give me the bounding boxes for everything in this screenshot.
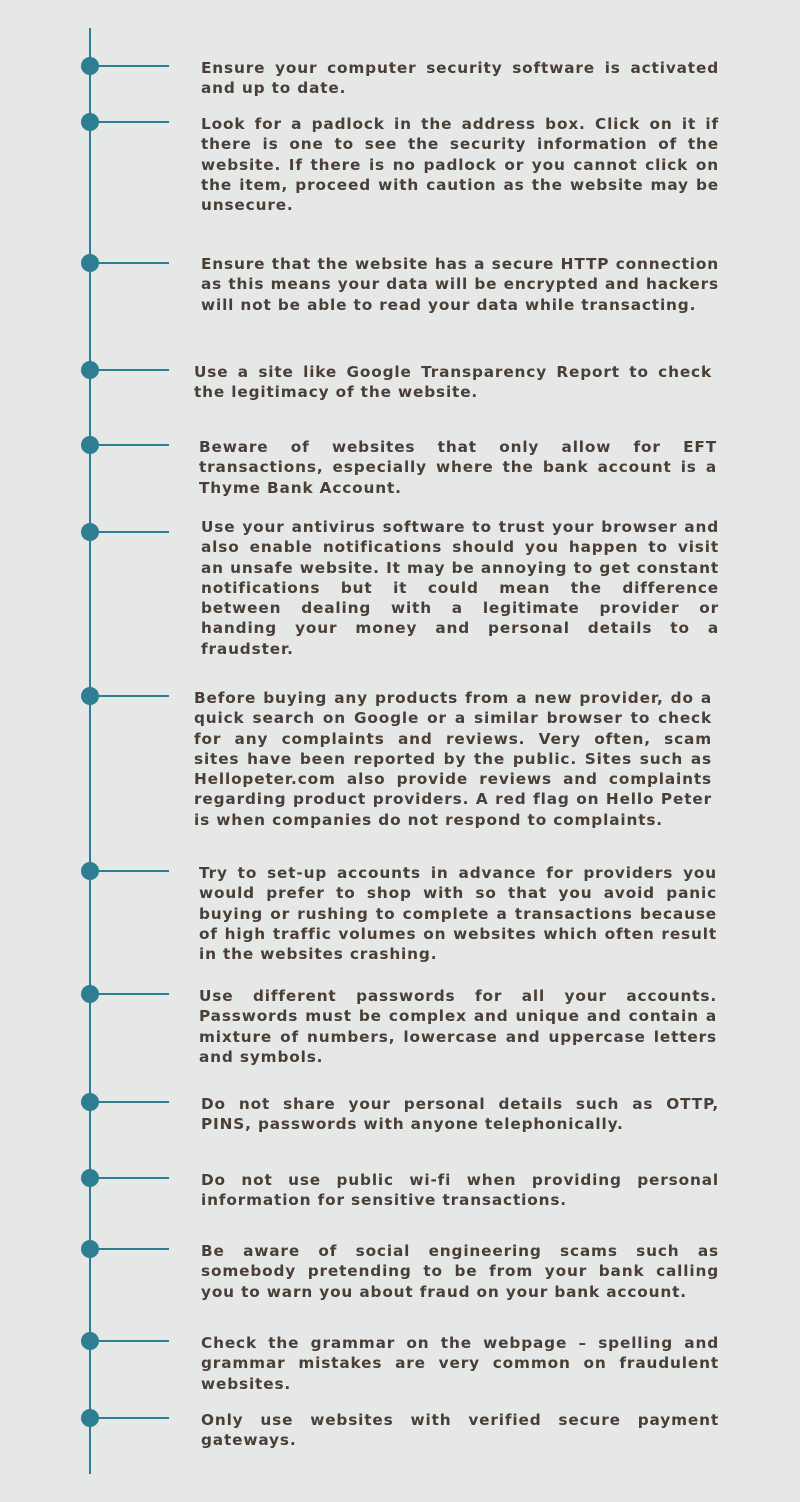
timeline-connector: [97, 1101, 169, 1103]
tip-text: Try to set-up accounts in advance for providers you would prefer to shop with so that you avoid panic buying or rushing to complete a transactions because of high traffic volumes on websites which often result in the websites crashing.: [199, 864, 717, 964]
tip-text: Only use websites with verified secure payment gateways.: [201, 1411, 719, 1450]
timeline-connector: [97, 531, 169, 533]
tip-text: Use your antivirus software to trust your browser and also enable notifications should you happen to visit an unsafe website. It may be annoying to get constant notifications but it could mean the difference between dealing with a legitimate provider or handing your money and personal details to a fraudster.: [201, 518, 719, 658]
timeline-connector: [97, 993, 169, 995]
tip-text: Use different passwords for all your accounts. Passwords must be complex and unique and contain a mixture of numbers, lowercase and uppercase letters and symbols.: [199, 987, 717, 1066]
tip-text: Ensure your computer security software is activated and up to date.: [201, 59, 719, 98]
tip-text: Be aware of social engineering scams such as somebody pretending to be from your bank calling you to warn you about fraud on your bank account.: [201, 1242, 719, 1301]
timeline-connector: [97, 65, 169, 67]
timeline-connector: [97, 1248, 169, 1250]
tip-text: Do not share your personal details such as OTTP, PINS, passwords with anyone telephonically.: [201, 1095, 719, 1134]
tip-text: Do not use public wi-fi when providing personal information for sensitive transactions.: [201, 1171, 719, 1210]
timeline-connector: [97, 1177, 169, 1179]
tip-text: Before buying any products from a new provider, do a quick search on Google or a similar browser to check for any complaints and reviews. Very often, scam sites have been reported by the public. Sites such as Hellopeter.com also provide reviews and complaints regarding product providers. A red flag on Hello Peter is when companies do not respond to complaints.: [194, 689, 712, 829]
timeline-connector: [97, 695, 169, 697]
tip-text: Use a site like Google Transparency Report to check the legitimacy of the website.: [194, 363, 712, 402]
tip-text: Look for a padlock in the address box. Click on it if there is one to see the security information of the website. If there is no padlock or you cannot click on the item, proceed with caution as the website may be unsecure.: [201, 115, 719, 215]
timeline-connector: [97, 444, 169, 446]
tip-text: Ensure that the website has a secure HTTP connection as this means your data will be encrypted and hackers will not be able to read your data while transacting.: [201, 255, 719, 314]
timeline-connector: [97, 262, 169, 264]
timeline-connector: [97, 369, 169, 371]
timeline-connector: [97, 121, 169, 123]
tip-text: Beware of websites that only allow for EFT transactions, especially where the bank account is a Thyme Bank Account.: [199, 438, 717, 497]
timeline-connector: [97, 1417, 169, 1419]
timeline-connector: [97, 870, 169, 872]
timeline-connector: [97, 1340, 169, 1342]
tip-text: Check the grammar on the webpage – spelling and grammar mistakes are very common on fraudulent websites.: [201, 1334, 719, 1393]
